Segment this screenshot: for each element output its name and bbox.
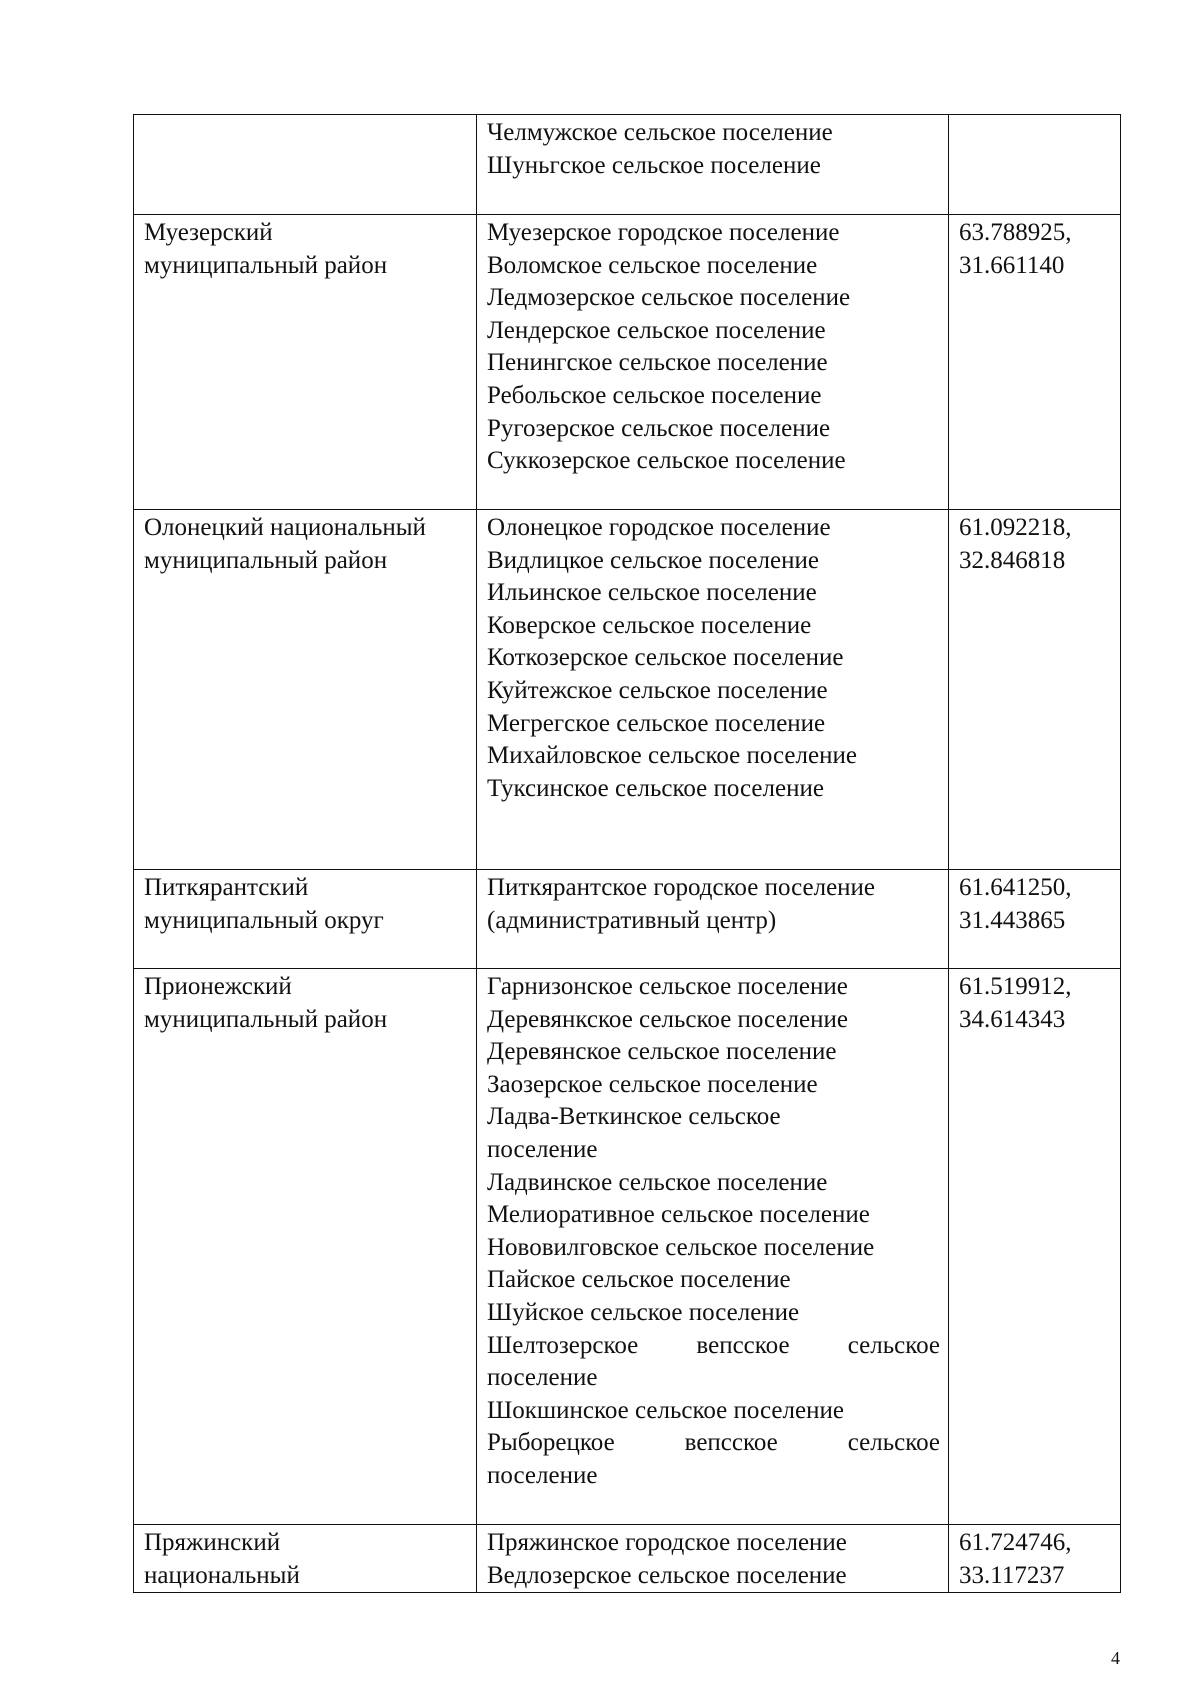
settlements-cell — [477, 870, 949, 969]
settlements-cell — [477, 115, 949, 215]
district-cell — [134, 870, 477, 969]
coordinates-cell — [949, 115, 1121, 215]
settlement-name: поселение — [487, 1135, 598, 1163]
district-name: Пряжинский — [144, 1529, 281, 1556]
coordinates-cell — [949, 510, 1121, 870]
settlement-name: Видлицкое сельское поселение — [487, 546, 819, 574]
district-name: Олонецкий национальный — [144, 514, 426, 541]
settlement-name: Суккозерское сельское поселение — [487, 447, 846, 475]
settlement-name: Олонецкое городское поселение — [487, 514, 831, 541]
district-name: национальный — [144, 1561, 300, 1589]
settlement-name: Пряжинское городское поселение — [487, 1529, 847, 1556]
settlements-table — [133, 114, 1121, 1593]
settlement-name: поселение — [487, 1364, 598, 1392]
settlement-name: Мелиоративное сельское поселение — [487, 1201, 870, 1229]
settlement-name: Коверское сельское поселение — [487, 611, 812, 639]
district-name: Прионежский — [144, 973, 292, 1000]
settlement-name: Лендерское сельское поселение — [487, 316, 826, 344]
settlement-name: Ледмозерское сельское поселение — [487, 284, 851, 312]
longitude: 32.846818 — [959, 546, 1066, 574]
settlement-name: Нововилговское сельское поселение — [487, 1233, 875, 1261]
district-name: муниципальный район — [144, 1005, 388, 1033]
settlement-note: (административный центр) — [487, 906, 777, 934]
district-cell — [134, 969, 477, 1525]
latitude: 63.788925, — [959, 219, 1072, 246]
settlements-cell — [477, 969, 949, 1525]
settlement-name: Коткозерское сельское поселение — [487, 644, 844, 672]
district-name: Муезерский — [144, 219, 273, 246]
settlement-name: поселение — [487, 1461, 598, 1489]
table-row — [134, 115, 1121, 215]
settlement-name: Челмужское сельское поселение — [487, 119, 833, 146]
settlement-name: Гарнизонское сельское поселение — [487, 973, 848, 1000]
settlement-name: Ведлозерское сельское поселение — [487, 1561, 847, 1589]
district-name: муниципальный округ — [144, 906, 384, 934]
settlement-name: Туксинское сельское поселение — [487, 774, 824, 802]
settlement-name: Куйтежское сельское поселение — [487, 676, 828, 704]
longitude: 33.117237 — [959, 1561, 1065, 1589]
settlement-name: Рыборецкое вепсское сельское — [487, 1429, 940, 1457]
latitude: 61.519912, — [959, 973, 1072, 1000]
settlement-name: Воломское сельское поселение — [487, 251, 818, 279]
settlement-name: Михайловское сельское поселение — [487, 742, 857, 770]
district-name: муниципальный район — [144, 251, 388, 279]
settlements-cell — [477, 215, 949, 510]
settlement-name: Заозерское сельское поселение — [487, 1070, 818, 1098]
table-row — [134, 870, 1121, 969]
coordinates-cell — [949, 215, 1121, 510]
district-cell — [134, 510, 477, 870]
settlement-name: Шелтозерское вепсское сельское — [487, 1331, 940, 1359]
district-name: Питкярантский — [144, 874, 309, 901]
settlement-name: Ладвинское сельское поселение — [487, 1168, 828, 1196]
district-name: муниципальный район — [144, 546, 388, 574]
district-cell — [134, 115, 477, 215]
settlement-name: Ругозерское сельское поселение — [487, 414, 831, 442]
settlement-name: Деревянкское сельское поселение — [487, 1005, 848, 1033]
coordinates-cell — [949, 1525, 1121, 1593]
settlements-cell — [477, 510, 949, 870]
settlement-name: Деревянское сельское поселение — [487, 1038, 837, 1066]
settlement-name: Ладва-Веткинское сельское — [487, 1103, 781, 1131]
settlement-name: Питкярантское городское поселение — [487, 874, 876, 901]
district-cell — [134, 215, 477, 510]
settlements-cell — [477, 1525, 949, 1593]
coordinates-cell — [949, 870, 1121, 969]
settlement-name: Мегрегское сельское поселение — [487, 709, 826, 737]
latitude: 61.724746, — [959, 1529, 1072, 1556]
longitude: 31.661140 — [959, 251, 1065, 279]
longitude: 34.614343 — [959, 1005, 1066, 1033]
coordinates-cell — [949, 969, 1121, 1525]
settlement-name: Пайское сельское поселение — [487, 1266, 791, 1294]
table-row — [134, 969, 1121, 1525]
settlement-name: Шокшинское сельское поселение — [487, 1396, 844, 1424]
district-cell — [134, 1525, 477, 1593]
settlement-name: Ребольское сельское поселение — [487, 381, 822, 409]
settlement-name: Ильинское сельское поселение — [487, 579, 817, 607]
settlement-name: Шуньгское сельское поселение — [487, 151, 821, 179]
settlement-name: Пенингское сельское поселение — [487, 349, 828, 377]
longitude: 31.443865 — [959, 906, 1066, 934]
page-number: 4 — [1111, 1648, 1120, 1668]
table-row — [134, 215, 1121, 510]
table-row — [134, 1525, 1121, 1593]
latitude: 61.092218, — [959, 514, 1072, 541]
settlement-name: Шуйское сельское поселение — [487, 1298, 800, 1326]
settlement-name: Муезерское городское поселение — [487, 219, 840, 246]
latitude: 61.641250, — [959, 874, 1072, 901]
table-row — [134, 510, 1121, 870]
